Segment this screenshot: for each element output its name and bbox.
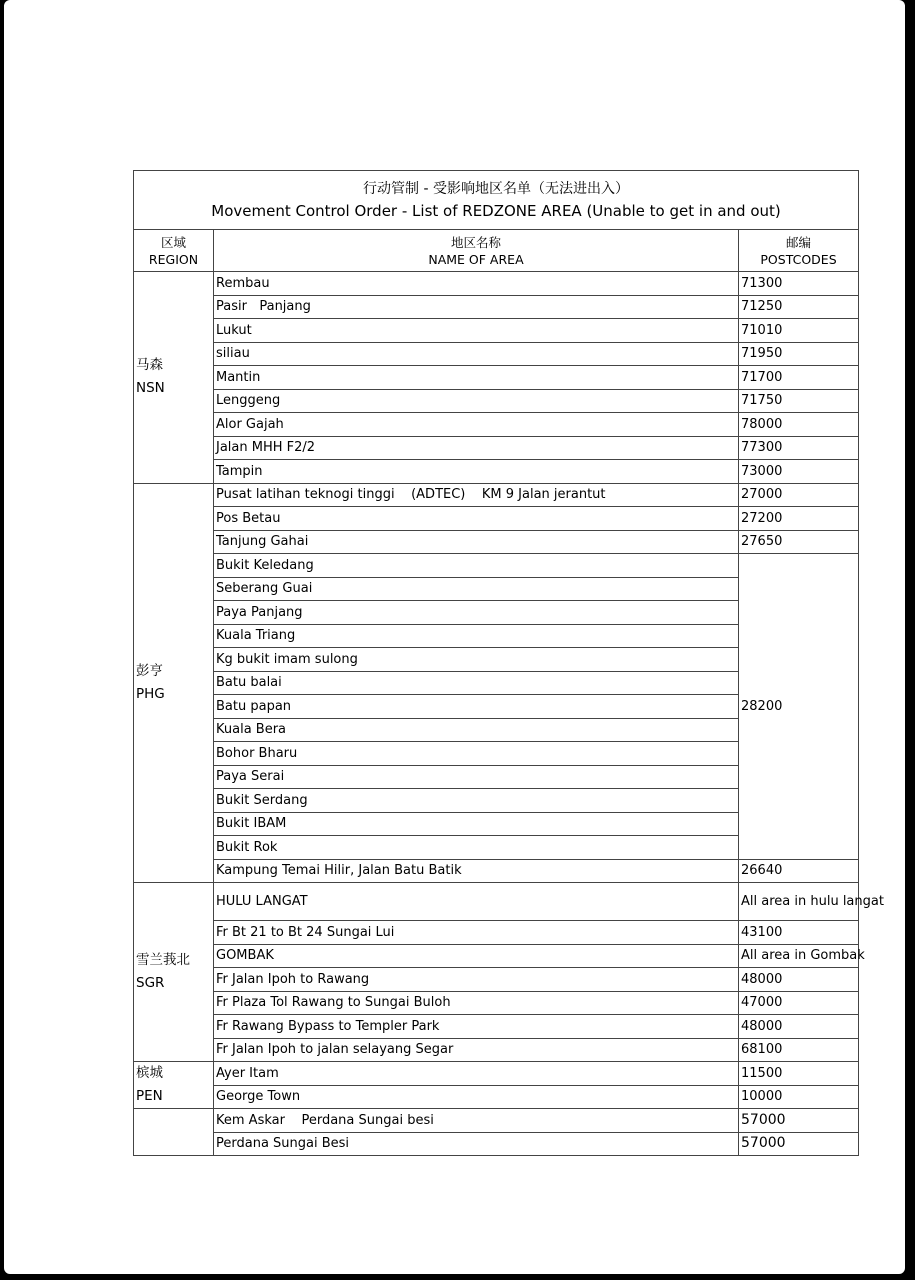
table-row (134, 507, 859, 531)
table-row (134, 1109, 859, 1133)
table-row (134, 859, 859, 883)
table-row (134, 1038, 859, 1062)
title-cell (134, 171, 859, 230)
postcode-header (739, 230, 859, 272)
table-row (134, 272, 859, 296)
table-row (134, 530, 859, 554)
table-row (134, 944, 859, 968)
area-cell: Ayer Itam (214, 1062, 739, 1086)
postcode-cell: 71750 (739, 389, 859, 413)
area-cell: Paya Serai (214, 765, 739, 789)
postcode-header-zh: 邮编 (786, 234, 812, 250)
area-cell: Pos Betau (214, 507, 739, 531)
area-cell: Rembau (214, 272, 739, 296)
postcode-cell: 68100 (739, 1038, 859, 1062)
region-phg-zh: 彭亨 (136, 662, 163, 679)
region-header (134, 230, 214, 272)
area-cell: Kuala Triang (214, 624, 739, 648)
area-cell: Kg bukit imam sulong (214, 648, 739, 672)
postcode-cell: 47000 (739, 991, 859, 1015)
area-cell: Bukit Serdang (214, 789, 739, 813)
area-header (214, 230, 739, 272)
area-cell: Kuala Bera (214, 718, 739, 742)
header-row (134, 230, 859, 272)
postcode-cell: 48000 (739, 968, 859, 992)
table-row (134, 319, 859, 343)
area-cell: Alor Gajah (214, 413, 739, 437)
area-cell: Paya Panjang (214, 601, 739, 625)
area-cell: Jalan MHH F2/2 (214, 436, 739, 460)
title-row (134, 171, 859, 230)
area-cell: Tampin (214, 460, 739, 484)
region-empty (134, 1109, 214, 1156)
table-row (134, 968, 859, 992)
region-sgr-zh: 雪兰莪北 (136, 952, 190, 968)
postcode-cell-merged: 28200 (739, 554, 859, 860)
title-chinese: 行动管制 - 受影响地区名单（无法进出入） (363, 181, 629, 197)
area-cell: HULU LANGAT (214, 883, 739, 921)
region-nsn-zh: 马森 (136, 357, 163, 374)
area-cell: Fr Jalan Ipoh to jalan selayang Segar (214, 1038, 739, 1062)
postcode-cell: 71010 (739, 319, 859, 343)
postcode-cell: All area in Gombak (739, 944, 859, 968)
area-cell: Bohor Bharu (214, 742, 739, 766)
postcode-cell: 71300 (739, 272, 859, 296)
area-cell: Bukit Keledang (214, 554, 739, 578)
table-row (134, 921, 859, 945)
region-pen-zh: 槟城 (136, 1065, 163, 1081)
postcode-cell: 71250 (739, 295, 859, 319)
table-row (134, 483, 859, 507)
table-row (134, 1062, 859, 1086)
postcode-cell: 71700 (739, 366, 859, 390)
area-cell: siliau (214, 342, 739, 366)
region-header-en: REGION (148, 251, 199, 267)
postcode-cell: 11500 (739, 1062, 859, 1086)
area-cell: Pusat latihan teknogi tinggi (ADTEC) KM 9 Jalan jerantut (214, 483, 739, 507)
area-cell: Fr Rawang Bypass to Templer Park (214, 1015, 739, 1039)
table-row (134, 991, 859, 1015)
region-sgr-code: SGR (136, 975, 165, 991)
region-sgr (134, 883, 214, 1062)
area-cell: Kem Askar Perdana Sungai besi (214, 1109, 739, 1133)
table-row (134, 1085, 859, 1109)
postcode-cell: 71950 (739, 342, 859, 366)
document-page (4, 0, 905, 1274)
table-row (134, 883, 859, 921)
area-cell: Fr Bt 21 to Bt 24 Sungai Lui (214, 921, 739, 945)
region-nsn-code: NSN (136, 380, 165, 397)
postcode-cell: 27650 (739, 530, 859, 554)
region-pen-code: PEN (136, 1088, 163, 1104)
title-english: Movement Control Order - List of REDZONE AREA (Unable to get in and out) (211, 202, 781, 220)
area-cell: Fr Jalan Ipoh to Rawang (214, 968, 739, 992)
area-cell: Batu papan (214, 695, 739, 719)
table-row (134, 366, 859, 390)
region-phg (134, 483, 214, 883)
area-cell: Fr Plaza Tol Rawang to Sungai Buloh (214, 991, 739, 1015)
table-row (134, 413, 859, 437)
region-pen (134, 1062, 214, 1109)
postcode-cell: 77300 (739, 436, 859, 460)
table-row (134, 460, 859, 484)
postcode-header-en: POSTCODES (760, 251, 837, 267)
area-cell: Mantin (214, 366, 739, 390)
table-row (134, 436, 859, 460)
area-cell: Seberang Guai (214, 577, 739, 601)
area-cell: Perdana Sungai Besi (214, 1132, 739, 1156)
table-row (134, 554, 859, 578)
redzone-table (133, 170, 884, 1156)
postcode-cell: 48000 (739, 1015, 859, 1039)
region-nsn (134, 272, 214, 484)
postcode-cell: All area in hulu langat (739, 883, 859, 921)
table-row (134, 342, 859, 366)
area-cell: Pasir Panjang (214, 295, 739, 319)
area-header-en: NAME OF AREA (428, 251, 524, 267)
postcode-cell: 27000 (739, 483, 859, 507)
table-row (134, 389, 859, 413)
region-phg-code: PHG (136, 685, 165, 702)
postcode-cell: 26640 (739, 859, 859, 883)
region-header-zh: 区域 (160, 234, 186, 250)
area-cell: Tanjung Gahai (214, 530, 739, 554)
area-cell: GOMBAK (214, 944, 739, 968)
postcode-cell: 57000 (739, 1132, 859, 1156)
postcode-cell: 73000 (739, 460, 859, 484)
table-row (134, 1015, 859, 1039)
area-cell: Bukit Rok (214, 836, 739, 860)
area-cell: Lukut (214, 319, 739, 343)
table-row (134, 1132, 859, 1156)
postcode-cell: 78000 (739, 413, 859, 437)
area-cell: George Town (214, 1085, 739, 1109)
area-header-zh: 地区名称 (450, 234, 501, 250)
postcode-cell: 57000 (739, 1109, 859, 1133)
table-row (134, 295, 859, 319)
postcode-cell: 10000 (739, 1085, 859, 1109)
area-cell: Batu balai (214, 671, 739, 695)
postcode-cell: 43100 (739, 921, 859, 945)
area-cell: Lenggeng (214, 389, 739, 413)
area-cell: Kampung Temai Hilir, Jalan Batu Batik (214, 859, 739, 883)
area-cell: Bukit IBAM (214, 812, 739, 836)
postcode-cell: 27200 (739, 507, 859, 531)
